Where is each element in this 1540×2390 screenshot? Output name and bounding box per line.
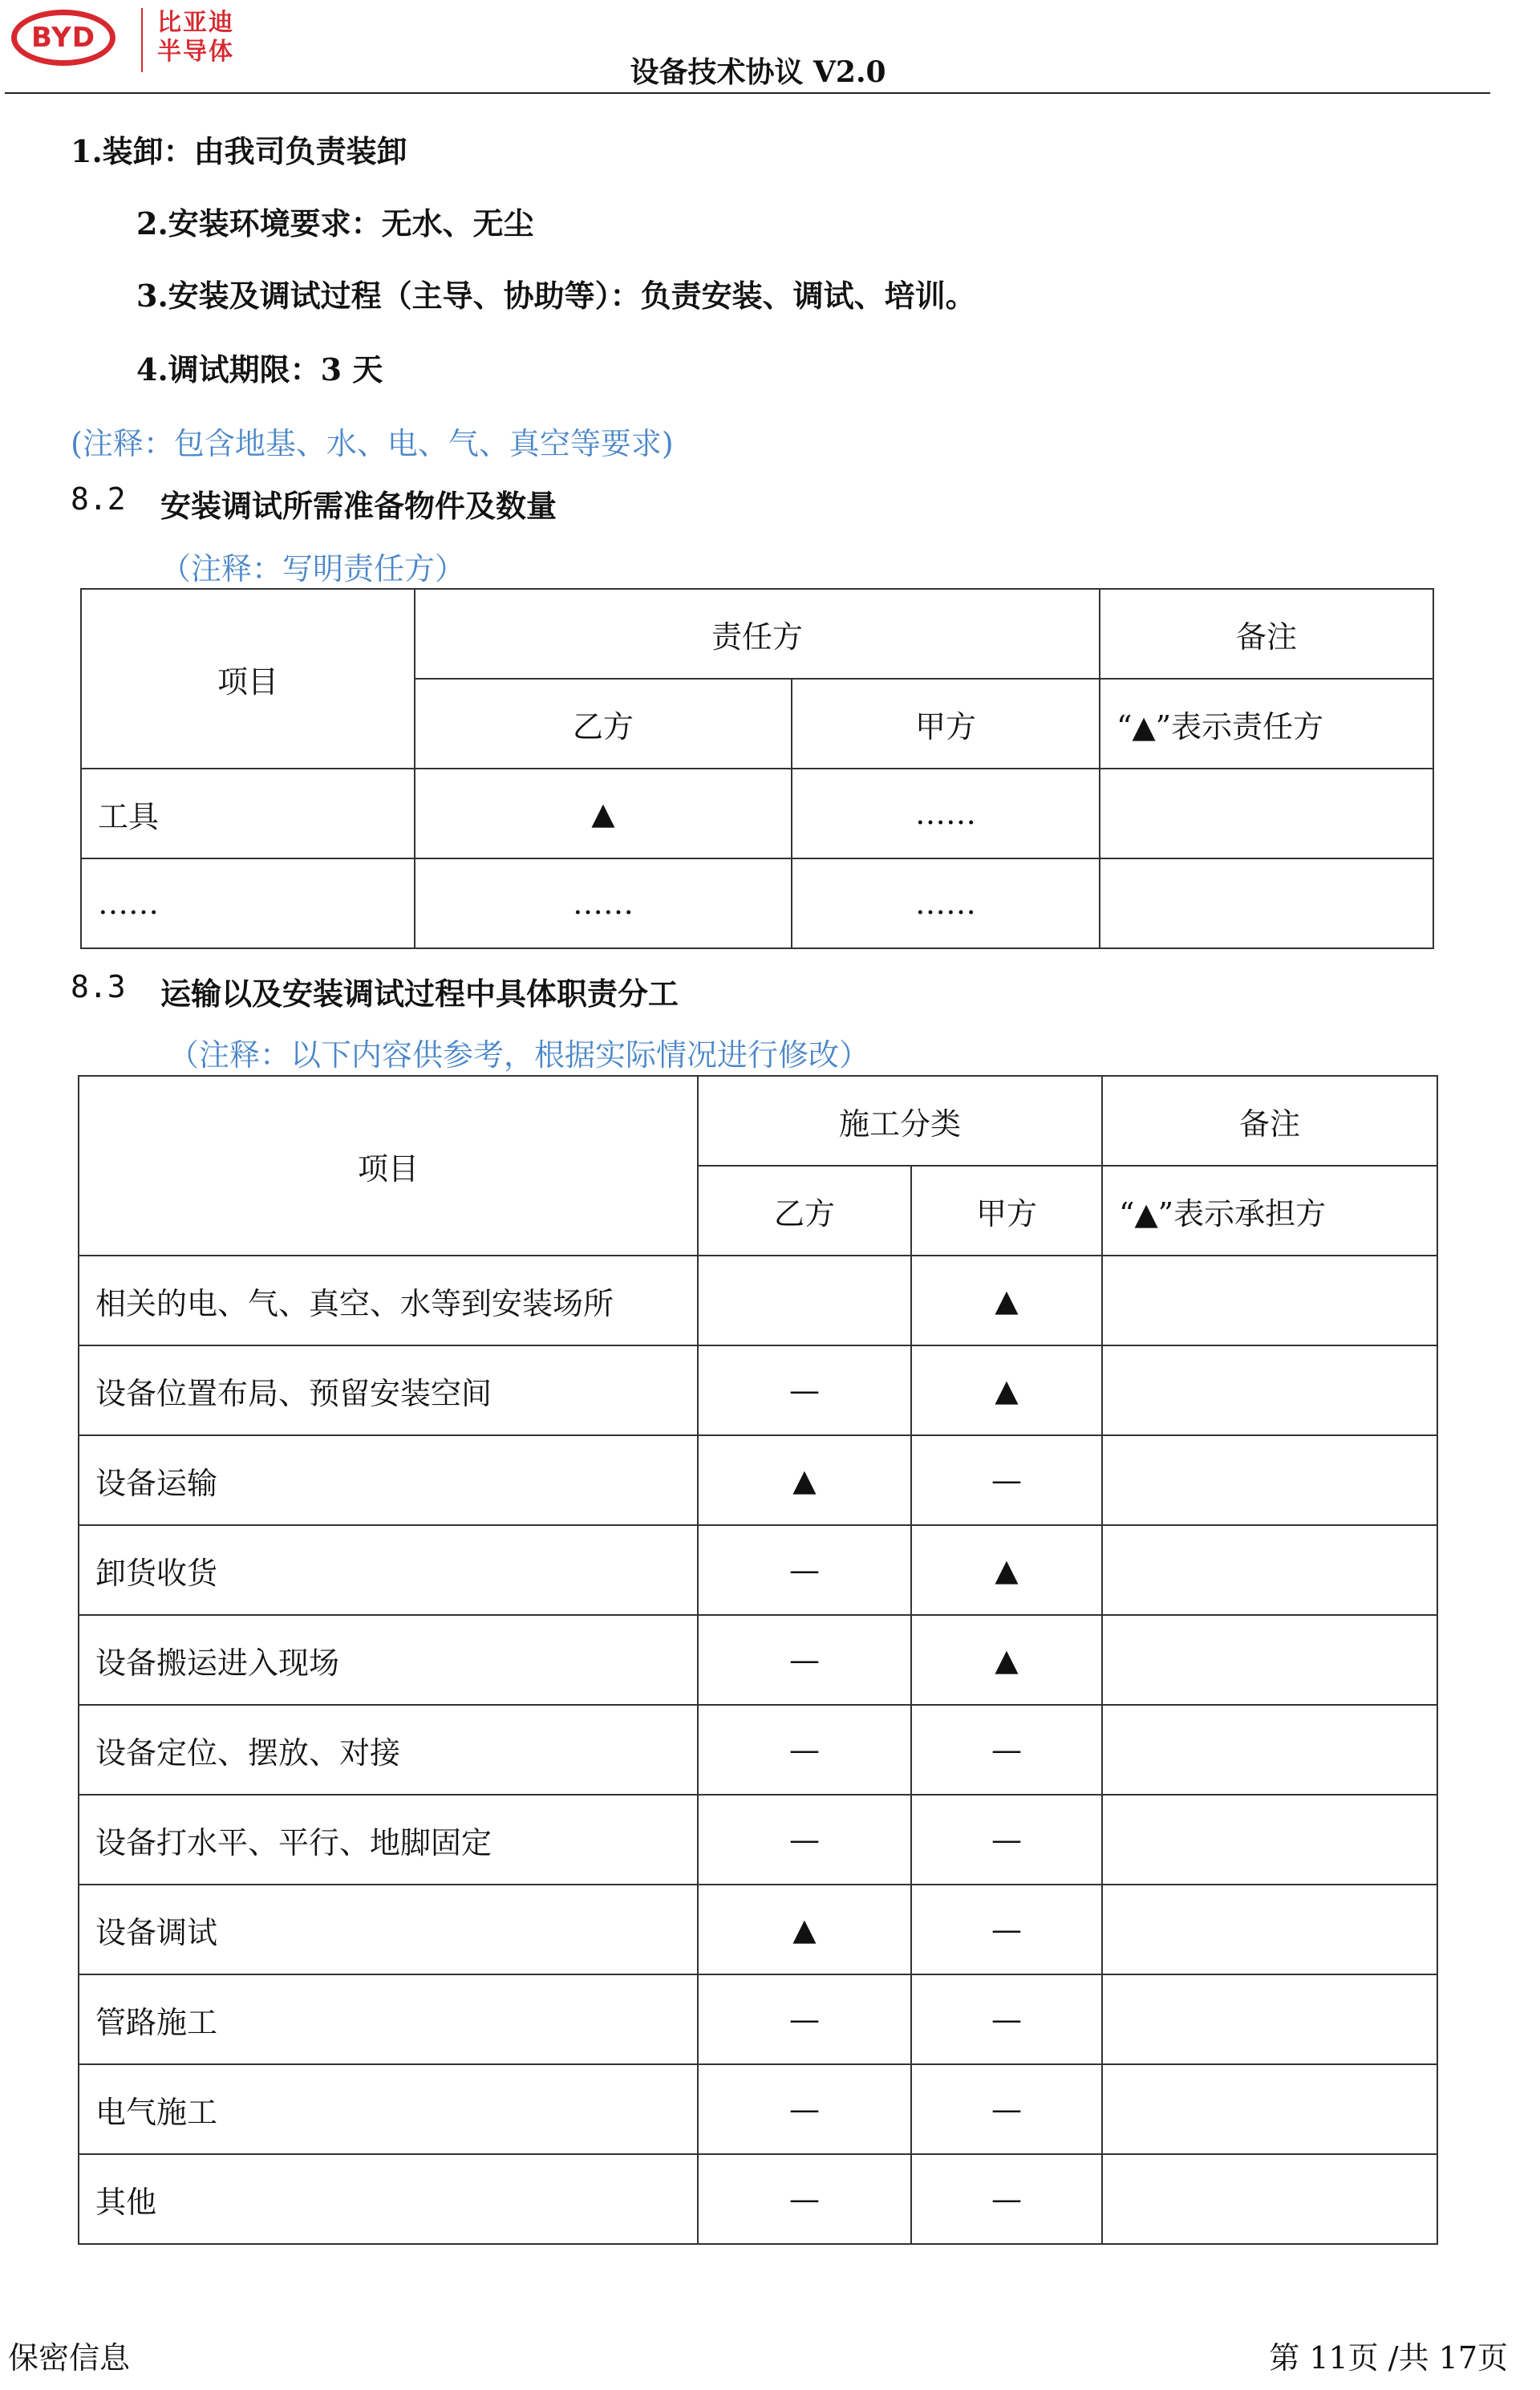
header-remark-legend: “▲”表示承担方 (1102, 1166, 1437, 1256)
cell-party-a: ▲ (911, 1615, 1102, 1705)
cell-party-a: — (911, 1885, 1102, 1974)
document-title: 设备技术协议 V2.0 (630, 55, 886, 89)
table-row (79, 1435, 1437, 1525)
header-party-b: 乙方 (415, 679, 792, 769)
table-row (79, 1525, 1437, 1615)
cell-party-b: — (698, 2154, 911, 2244)
cell-remark (1100, 769, 1433, 858)
cell-party-b: …… (415, 858, 792, 948)
cell-party-b (698, 1256, 911, 1345)
cell-item: 设备定位、摆放、对接 (79, 1705, 698, 1795)
cell-item: 设备位置布局、预留安装空间 (79, 1345, 698, 1435)
table-row (79, 1256, 1437, 1345)
cell-party-a: ▲ (911, 1256, 1102, 1345)
section-8-2-note: （注释：写明责任方） (160, 551, 466, 586)
cell-party-b: ▲ (415, 769, 792, 858)
logo-cn-line2: 半导体 (157, 38, 234, 66)
cell-party-b: — (698, 1705, 911, 1795)
header-construction-category: 施工分类 (698, 1076, 1102, 1166)
section-8-3-number: 8.3 (71, 969, 126, 1004)
cell-party-a: — (911, 1435, 1102, 1525)
logo-text: BYD (31, 22, 95, 54)
footer-page-number: 第 11页 /共 17页 (1269, 2340, 1508, 2376)
header-rule (5, 92, 1490, 94)
cell-remark (1102, 2064, 1437, 2154)
cell-item: 设备打水平、平行、地脚固定 (79, 1795, 698, 1885)
logo-cn-line1: 比亚迪 (157, 9, 234, 37)
cell-remark (1102, 1795, 1437, 1885)
table-row (79, 2154, 1437, 2244)
cell-party-b: — (698, 1795, 911, 1885)
cell-item: 工具 (81, 769, 415, 858)
cell-party-a: ▲ (911, 1525, 1102, 1615)
table-row (79, 1795, 1437, 1885)
cell-remark (1102, 1345, 1437, 1435)
cell-item: 管路施工 (79, 1974, 698, 2064)
cell-remark (1102, 1525, 1437, 1615)
table-row (79, 1345, 1437, 1435)
cell-party-a: …… (792, 858, 1100, 948)
table-row (79, 2064, 1437, 2154)
header-party-a: 甲方 (792, 679, 1100, 769)
section-8-3-note: （注释：以下内容供参考，根据实际情况进行修改） (168, 1037, 870, 1073)
header-item: 项目 (81, 589, 415, 769)
section-8-2-number: 8.2 (71, 481, 126, 517)
cell-party-b: — (698, 2064, 911, 2154)
header-item: 项目 (79, 1076, 698, 1256)
note-requirements: (注释：包含地基、水、电、气、真空等要求) (71, 426, 674, 461)
cell-party-a: — (911, 2064, 1102, 2154)
cell-party-b: — (698, 1974, 911, 2064)
cell-party-b: — (698, 1525, 911, 1615)
header-responsible-party: 责任方 (415, 589, 1100, 679)
cell-party-a: — (911, 1705, 1102, 1795)
cell-remark (1102, 2154, 1437, 2244)
item-4: 4.调试期限：3 天 (136, 351, 383, 388)
cell-remark (1102, 1974, 1437, 2064)
cell-item: 设备运输 (79, 1435, 698, 1525)
cell-remark (1100, 858, 1433, 948)
table-row (81, 858, 1433, 948)
header-party-b: 乙方 (698, 1166, 911, 1256)
item-1: 1.装卸：由我司负责装卸 (71, 133, 407, 169)
section-8-3-title: 运输以及安装调试过程中具体职责分工 (160, 976, 679, 1012)
cell-party-b: ▲ (698, 1435, 911, 1525)
cell-party-a: ▲ (911, 1345, 1102, 1435)
header-remark: 备注 (1100, 589, 1433, 679)
cell-item: …… (81, 858, 415, 948)
cell-item: 电气施工 (79, 2064, 698, 2154)
table-row (81, 769, 1433, 858)
table-row (79, 1974, 1437, 2064)
cell-remark (1102, 1705, 1437, 1795)
table-row (79, 1615, 1437, 1705)
header-remark: 备注 (1102, 1076, 1437, 1166)
cell-party-b: ▲ (698, 1885, 911, 1974)
cell-party-a: …… (792, 769, 1100, 858)
cell-item: 设备调试 (79, 1885, 698, 1974)
table-row (79, 1705, 1437, 1795)
section-8-2-title: 安装调试所需准备物件及数量 (160, 488, 557, 524)
cell-remark (1102, 1256, 1437, 1345)
footer-confidential: 保密信息 (8, 2340, 131, 2376)
header-party-a: 甲方 (911, 1166, 1102, 1256)
cell-party-a: — (911, 1974, 1102, 2064)
header-remark-legend: “▲”表示责任方 (1100, 679, 1433, 769)
item-3: 3.安装及调试过程（主导、协助等）：负责安装、调试、培训。 (136, 278, 976, 314)
cell-party-b: — (698, 1345, 911, 1435)
item-2: 2.安装环境要求：无水、无尘 (136, 205, 534, 241)
cell-item: 相关的电、气、真空、水等到安装场所 (79, 1256, 698, 1345)
cell-remark (1102, 1615, 1437, 1705)
cell-item: 卸货收货 (79, 1525, 698, 1615)
cell-party-b: — (698, 1615, 911, 1705)
cell-remark (1102, 1885, 1437, 1974)
cell-remark (1102, 1435, 1437, 1525)
cell-item: 其他 (79, 2154, 698, 2244)
cell-party-a: — (911, 1795, 1102, 1885)
table-row (79, 1885, 1437, 1974)
table-8-2 (80, 588, 1434, 949)
cell-item: 设备搬运进入现场 (79, 1615, 698, 1705)
cell-party-a: — (911, 2154, 1102, 2244)
table-8-3 (78, 1075, 1438, 2245)
